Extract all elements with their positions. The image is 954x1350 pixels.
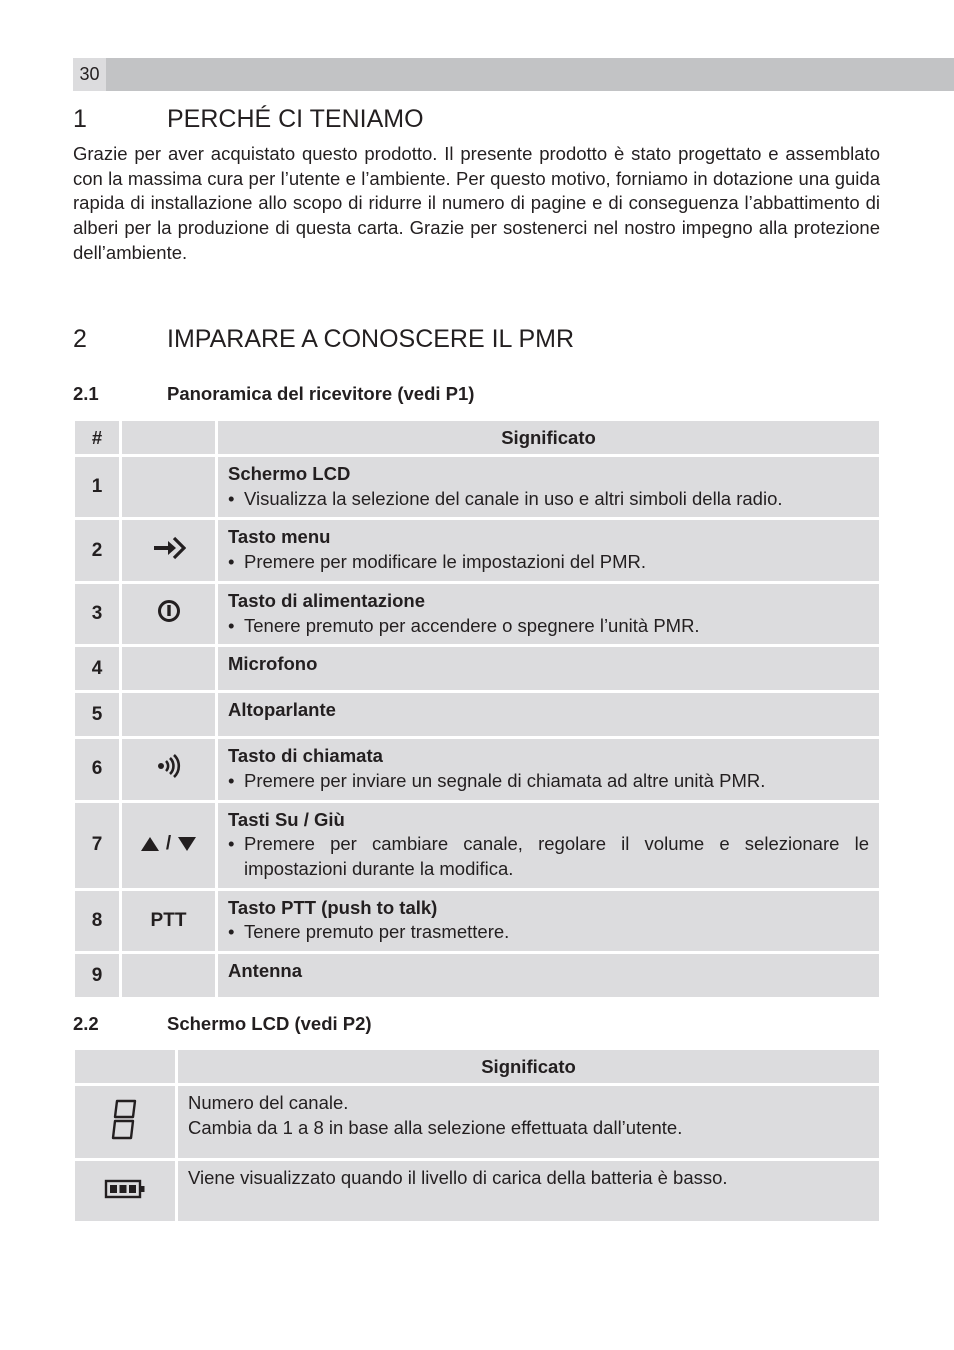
row-bullet-text: Premere per inviare un segnale di chiamata ad altre unità PMR. — [244, 769, 766, 791]
row-line: Viene visualizzato quando il livello di carica della batteria è basso. — [188, 1167, 728, 1188]
table-row — [75, 891, 879, 951]
row-icon-cell — [122, 584, 215, 644]
section-number: 1 — [73, 105, 87, 133]
row-description — [178, 1161, 879, 1221]
row-bullet-text: Premere per cambiare canale, regolare il volume e selezionare le impostazioni durante la modifica. — [244, 833, 869, 880]
row-line: Cambia da 1 a 8 in base alla selezione effettuata dall’utente. — [188, 1116, 683, 1138]
table-row — [75, 954, 879, 997]
table-row — [75, 739, 879, 799]
page-number: 30 — [73, 58, 106, 91]
row-title: Microfono — [228, 653, 318, 675]
row-title: Tasto PTT (push to talk) — [228, 896, 438, 918]
row-icon-cell — [75, 1086, 175, 1158]
row-number: 8 — [75, 891, 119, 951]
table-row — [75, 1161, 879, 1221]
header-icon — [75, 1050, 175, 1083]
row-number: 5 — [75, 693, 119, 736]
receiver-overview-table — [72, 418, 882, 1000]
row-description — [218, 584, 879, 644]
table-row — [75, 584, 879, 644]
row-title: Antenna — [228, 960, 302, 982]
header-number: # — [75, 421, 119, 454]
section-title: IMPARARE A CONOSCERE IL PMR — [167, 325, 575, 353]
row-title: Altoparlante — [228, 699, 336, 721]
table-row — [75, 647, 879, 690]
table-row — [75, 457, 879, 517]
row-description — [218, 891, 879, 951]
row-description — [218, 693, 879, 736]
seven-segment-digit-icon — [110, 1098, 140, 1142]
row-number: 6 — [75, 739, 119, 799]
row-description — [218, 739, 879, 799]
page-header-bar — [73, 58, 954, 91]
row-description — [218, 954, 879, 997]
row-line: Numero del canale. — [188, 1092, 349, 1113]
bullet: • — [228, 833, 235, 855]
row-bullet-text: Tenere premuto per trasmettere. — [244, 921, 510, 943]
row-number: 7 — [75, 803, 119, 888]
header-meaning: Significato — [218, 421, 879, 454]
up-triangle-icon — [140, 836, 160, 852]
separator: / — [165, 832, 172, 854]
row-icon-cell — [122, 803, 215, 888]
row-bullet-text: Tenere premuto per accendere o spegnere l’unità PMR. — [244, 614, 700, 636]
row-icon-cell — [122, 739, 215, 799]
row-icon-cell — [122, 954, 215, 997]
row-description — [178, 1086, 879, 1158]
power-icon — [156, 598, 182, 624]
table-row — [75, 693, 879, 736]
menu-arrow-icon — [152, 535, 186, 561]
header-meaning: Significato — [178, 1050, 879, 1083]
row-number: 9 — [75, 954, 119, 997]
section-title: PERCHÉ CI TENIAMO — [167, 105, 424, 133]
row-title: Tasti Su / Giù — [228, 808, 345, 830]
header-icon — [122, 421, 215, 454]
bullet: • — [228, 614, 235, 636]
row-icon-cell — [122, 457, 215, 517]
row-number: 2 — [75, 520, 119, 580]
row-icon-cell — [75, 1161, 175, 1221]
call-signal-icon — [154, 753, 184, 779]
row-title: Tasto di alimentazione — [228, 589, 426, 611]
row-bullet-text: Premere per modificare le impostazioni del PMR. — [244, 551, 647, 573]
up-down-icon — [140, 833, 197, 855]
bullet: • — [228, 921, 235, 943]
row-description — [218, 520, 879, 580]
section-number: 2 — [73, 325, 87, 353]
row-description — [218, 457, 879, 517]
row-title: Tasto menu — [228, 526, 331, 548]
row-number: 1 — [75, 457, 119, 517]
subsection-number: 2.1 — [73, 383, 99, 404]
bullet: • — [228, 551, 235, 573]
battery-icon — [104, 1178, 146, 1200]
row-title: Schermo LCD — [228, 463, 351, 484]
table-row — [75, 1086, 879, 1158]
ptt-label: PTT — [122, 891, 215, 951]
intro-paragraph: Grazie per aver acquistato questo prodotto. Il presente prodotto è stato progettato e assemblato con la massima cura per l’utente e l’ambiente. Per questo motivo, forniamo in dotazione una guida rapida di installazione allo scopo di ridurre il numero di pagine e di conseguenza l’abbattimento di alberi per la produzione di questa carta. Grazie per sostenerci nel nostro impegno alla protezione dell’ambiente. — [73, 143, 880, 263]
row-number: 4 — [75, 647, 119, 690]
bullet: • — [228, 487, 235, 509]
subsection-title: Panoramica del ricevitore (vedi P1) — [167, 383, 475, 404]
subsection-title: Schermo LCD (vedi P2) — [167, 1013, 372, 1034]
row-bullet-text: Visualizza la selezione del canale in uso e altri simboli della radio. — [244, 487, 783, 509]
subsection-number: 2.2 — [73, 1013, 99, 1034]
lcd-screen-table — [72, 1047, 882, 1224]
row-title: Tasto di chiamata — [228, 745, 383, 767]
table-row — [75, 520, 879, 580]
table-row — [75, 803, 879, 888]
row-icon-cell — [122, 520, 215, 580]
row-icon-cell — [122, 647, 215, 690]
row-icon-cell — [122, 693, 215, 736]
bullet: • — [228, 769, 235, 791]
row-number: 3 — [75, 584, 119, 644]
row-description — [218, 803, 879, 888]
row-description — [218, 647, 879, 690]
down-triangle-icon — [177, 836, 197, 852]
